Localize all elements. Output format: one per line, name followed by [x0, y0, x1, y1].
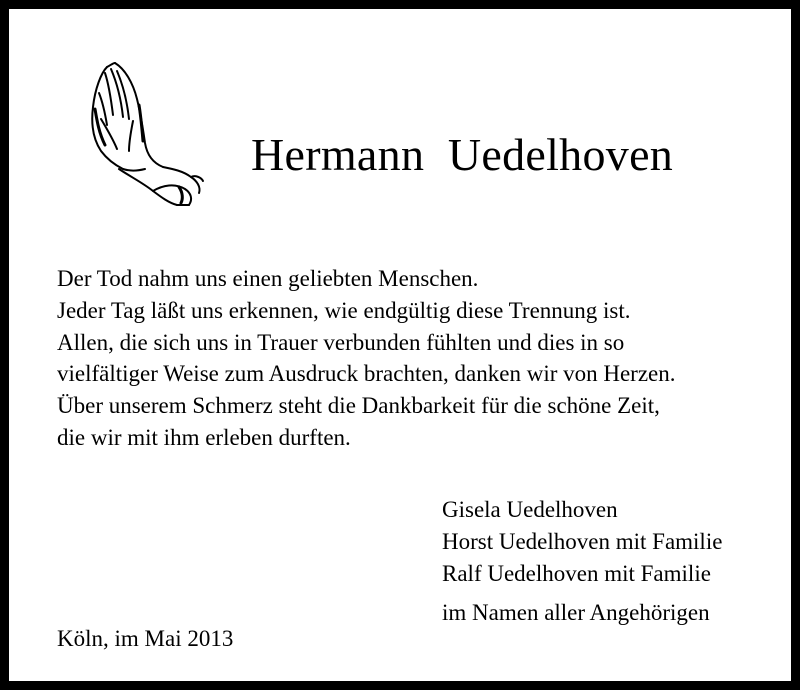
praying-hands-icon: [79, 59, 209, 209]
message-line: die wir mit ihm erleben durften.: [57, 424, 351, 450]
deceased-name: Hermann Uedelhoven: [251, 129, 674, 180]
message-line: vielfältiger Weise zum Ausdruck brachten, danken wir von Herzen.: [57, 361, 676, 387]
message-line: Allen, die sich uns in Trauer verbunden fühlten und dies in so: [57, 329, 625, 355]
message-line: Über unserem Schmerz steht die Dankbarkeit für die schöne Zeit,: [57, 393, 660, 419]
place-date: Köln, im Mai 2013: [57, 626, 234, 651]
closing-line: im Namen aller Angehörigen: [442, 600, 710, 626]
signatory: Gisela Uedelhoven: [442, 497, 618, 522]
signatories: [442, 494, 722, 629]
signatory: Ralf Uedelhoven mit Familie: [442, 560, 711, 586]
message-text: [57, 263, 777, 454]
signatory: Horst Uedelhoven mit Familie: [442, 528, 723, 554]
message-line: Der Tod nahm uns einen geliebten Menschen.: [57, 266, 479, 291]
message-line: Jeder Tag läßt uns erkennen, wie endgültig diese Trennung ist.: [57, 297, 631, 323]
